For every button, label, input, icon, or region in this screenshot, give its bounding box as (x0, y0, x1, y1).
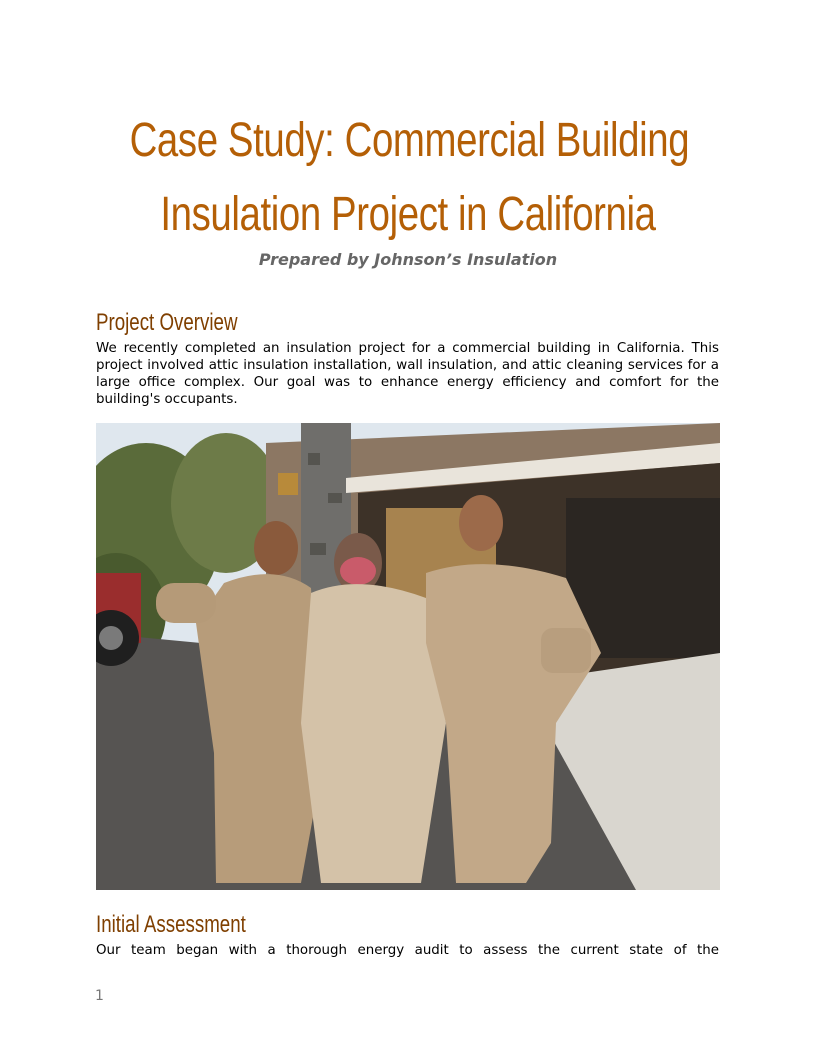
section-body-project-overview: We recently completed an insulation project for a commercial building in California. This project involved attic insulation installation, wall insulation, and attic cleaning services for a large office complex. Our goal was to enhance energy efficiency and comfort for the building's occupants. (96, 341, 719, 407)
document-title-line-1: Case Study: Commercial Building (129, 114, 690, 167)
crew-photo (96, 423, 720, 890)
section-body-initial-assessment: Our team began with a thorough energy audit to assess the current state of the (96, 943, 719, 958)
document-title-line-2: Insulation Project in California (160, 188, 656, 241)
page-number: 1 (95, 988, 104, 1004)
section-heading-project-overview: Project Overview (96, 309, 238, 336)
section-heading-initial-assessment: Initial Assessment (96, 911, 246, 938)
document-subtitle: Prepared by Johnson’s Insulation (258, 250, 558, 269)
document-title (60, 104, 756, 252)
